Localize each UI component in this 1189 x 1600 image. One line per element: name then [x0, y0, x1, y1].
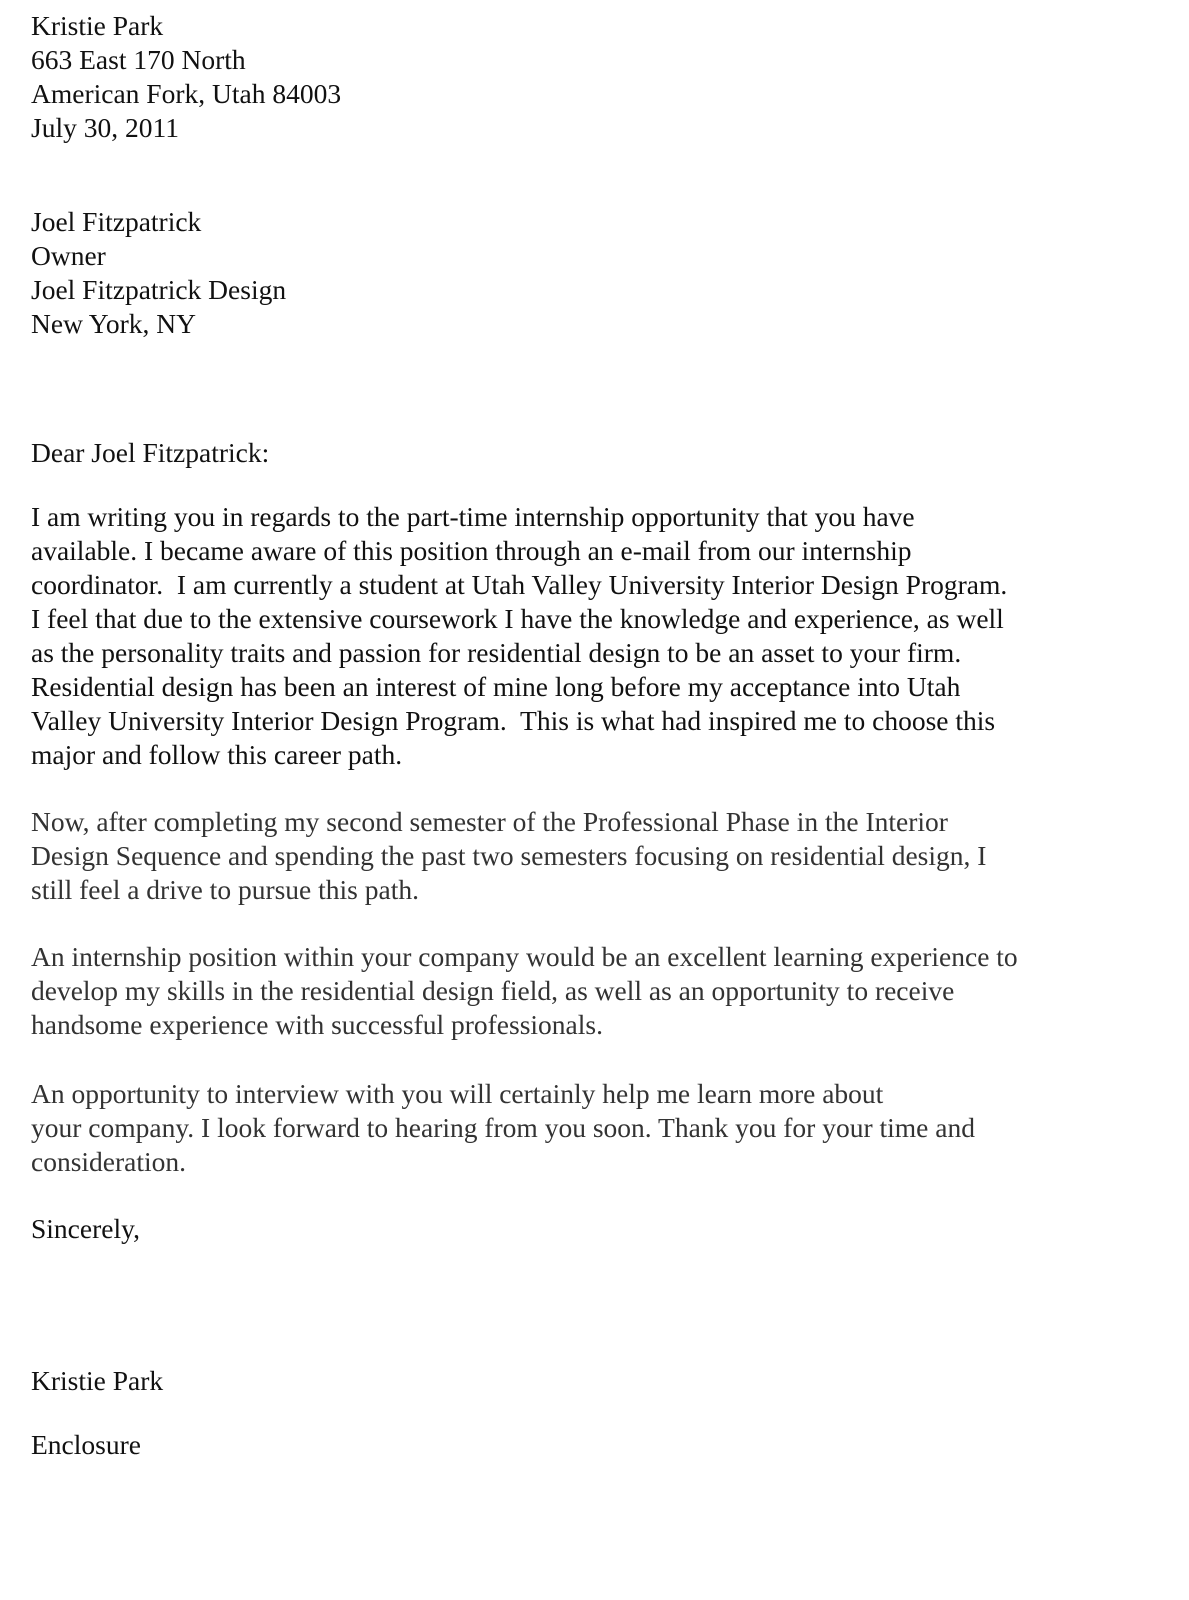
paragraph-1 — [31, 500, 1007, 772]
paragraph-line: An internship position within your company would be an excellent learning experience to — [31, 941, 1018, 972]
salutation-text: Dear Joel Fitzpatrick: — [31, 437, 270, 468]
paragraph-line: your company. I look forward to hearing from you soon. Thank you for your time and — [31, 1112, 975, 1143]
closing-text: Sincerely, — [31, 1213, 140, 1244]
enclosure — [31, 1428, 141, 1462]
paragraph-line: available. I became aware of this position through an e-mail from our internship — [31, 535, 912, 566]
paragraph-line: major and follow this career path. — [31, 739, 403, 770]
enclosure-text: Enclosure — [31, 1429, 141, 1460]
paragraph-3 — [31, 940, 1018, 1042]
recipient-name: Joel Fitzpatrick — [31, 206, 202, 237]
paragraph-line: develop my skills in the residential design field, as well as an opportunity to receive — [31, 975, 955, 1006]
sender-city: American Fork, Utah 84003 — [31, 78, 342, 109]
paragraph-line: Design Sequence and spending the past two semesters focusing on residential design, I — [31, 840, 987, 871]
paragraph-line: Now, after completing my second semester of the Professional Phase in the Interior — [31, 806, 948, 837]
paragraph-line: handsome experience with successful professionals. — [31, 1009, 603, 1040]
paragraph-line: as the personality traits and passion for residential design to be an asset to your firm. — [31, 637, 962, 668]
paragraph-line: consideration. — [31, 1146, 187, 1177]
recipient-company: Joel Fitzpatrick Design — [31, 274, 287, 305]
salutation — [31, 436, 269, 470]
sender-street: 663 East 170 North — [31, 44, 246, 75]
paragraph-line: still feel a drive to pursue this path. — [31, 874, 419, 905]
paragraph-4 — [31, 1077, 975, 1179]
sender-address — [31, 9, 341, 145]
recipient-address — [31, 205, 286, 341]
letter-date: July 30, 2011 — [31, 112, 179, 143]
paragraph-line: coordinator. I am currently a student at Utah Valley University Interior Design Program. — [31, 569, 1008, 600]
signature-name: Kristie Park — [31, 1365, 164, 1396]
paragraph-line: I feel that due to the extensive coursework I have the knowledge and experience, as well — [31, 603, 1004, 634]
paragraph-line: Residential design has been an interest of mine long before my acceptance into Utah — [31, 671, 961, 702]
paragraph-2 — [31, 805, 986, 907]
paragraph-line: An opportunity to interview with you will certainly help me learn more about — [31, 1078, 884, 1109]
closing — [31, 1212, 140, 1246]
recipient-title: Owner — [31, 240, 106, 271]
paragraph-line: Valley University Interior Design Program. This is what had inspired me to choose this — [31, 705, 996, 736]
sender-name: Kristie Park — [31, 10, 164, 41]
recipient-city: New York, NY — [31, 308, 197, 339]
paragraph-line: I am writing you in regards to the part-time internship opportunity that you have — [31, 501, 915, 532]
signature — [31, 1364, 163, 1398]
